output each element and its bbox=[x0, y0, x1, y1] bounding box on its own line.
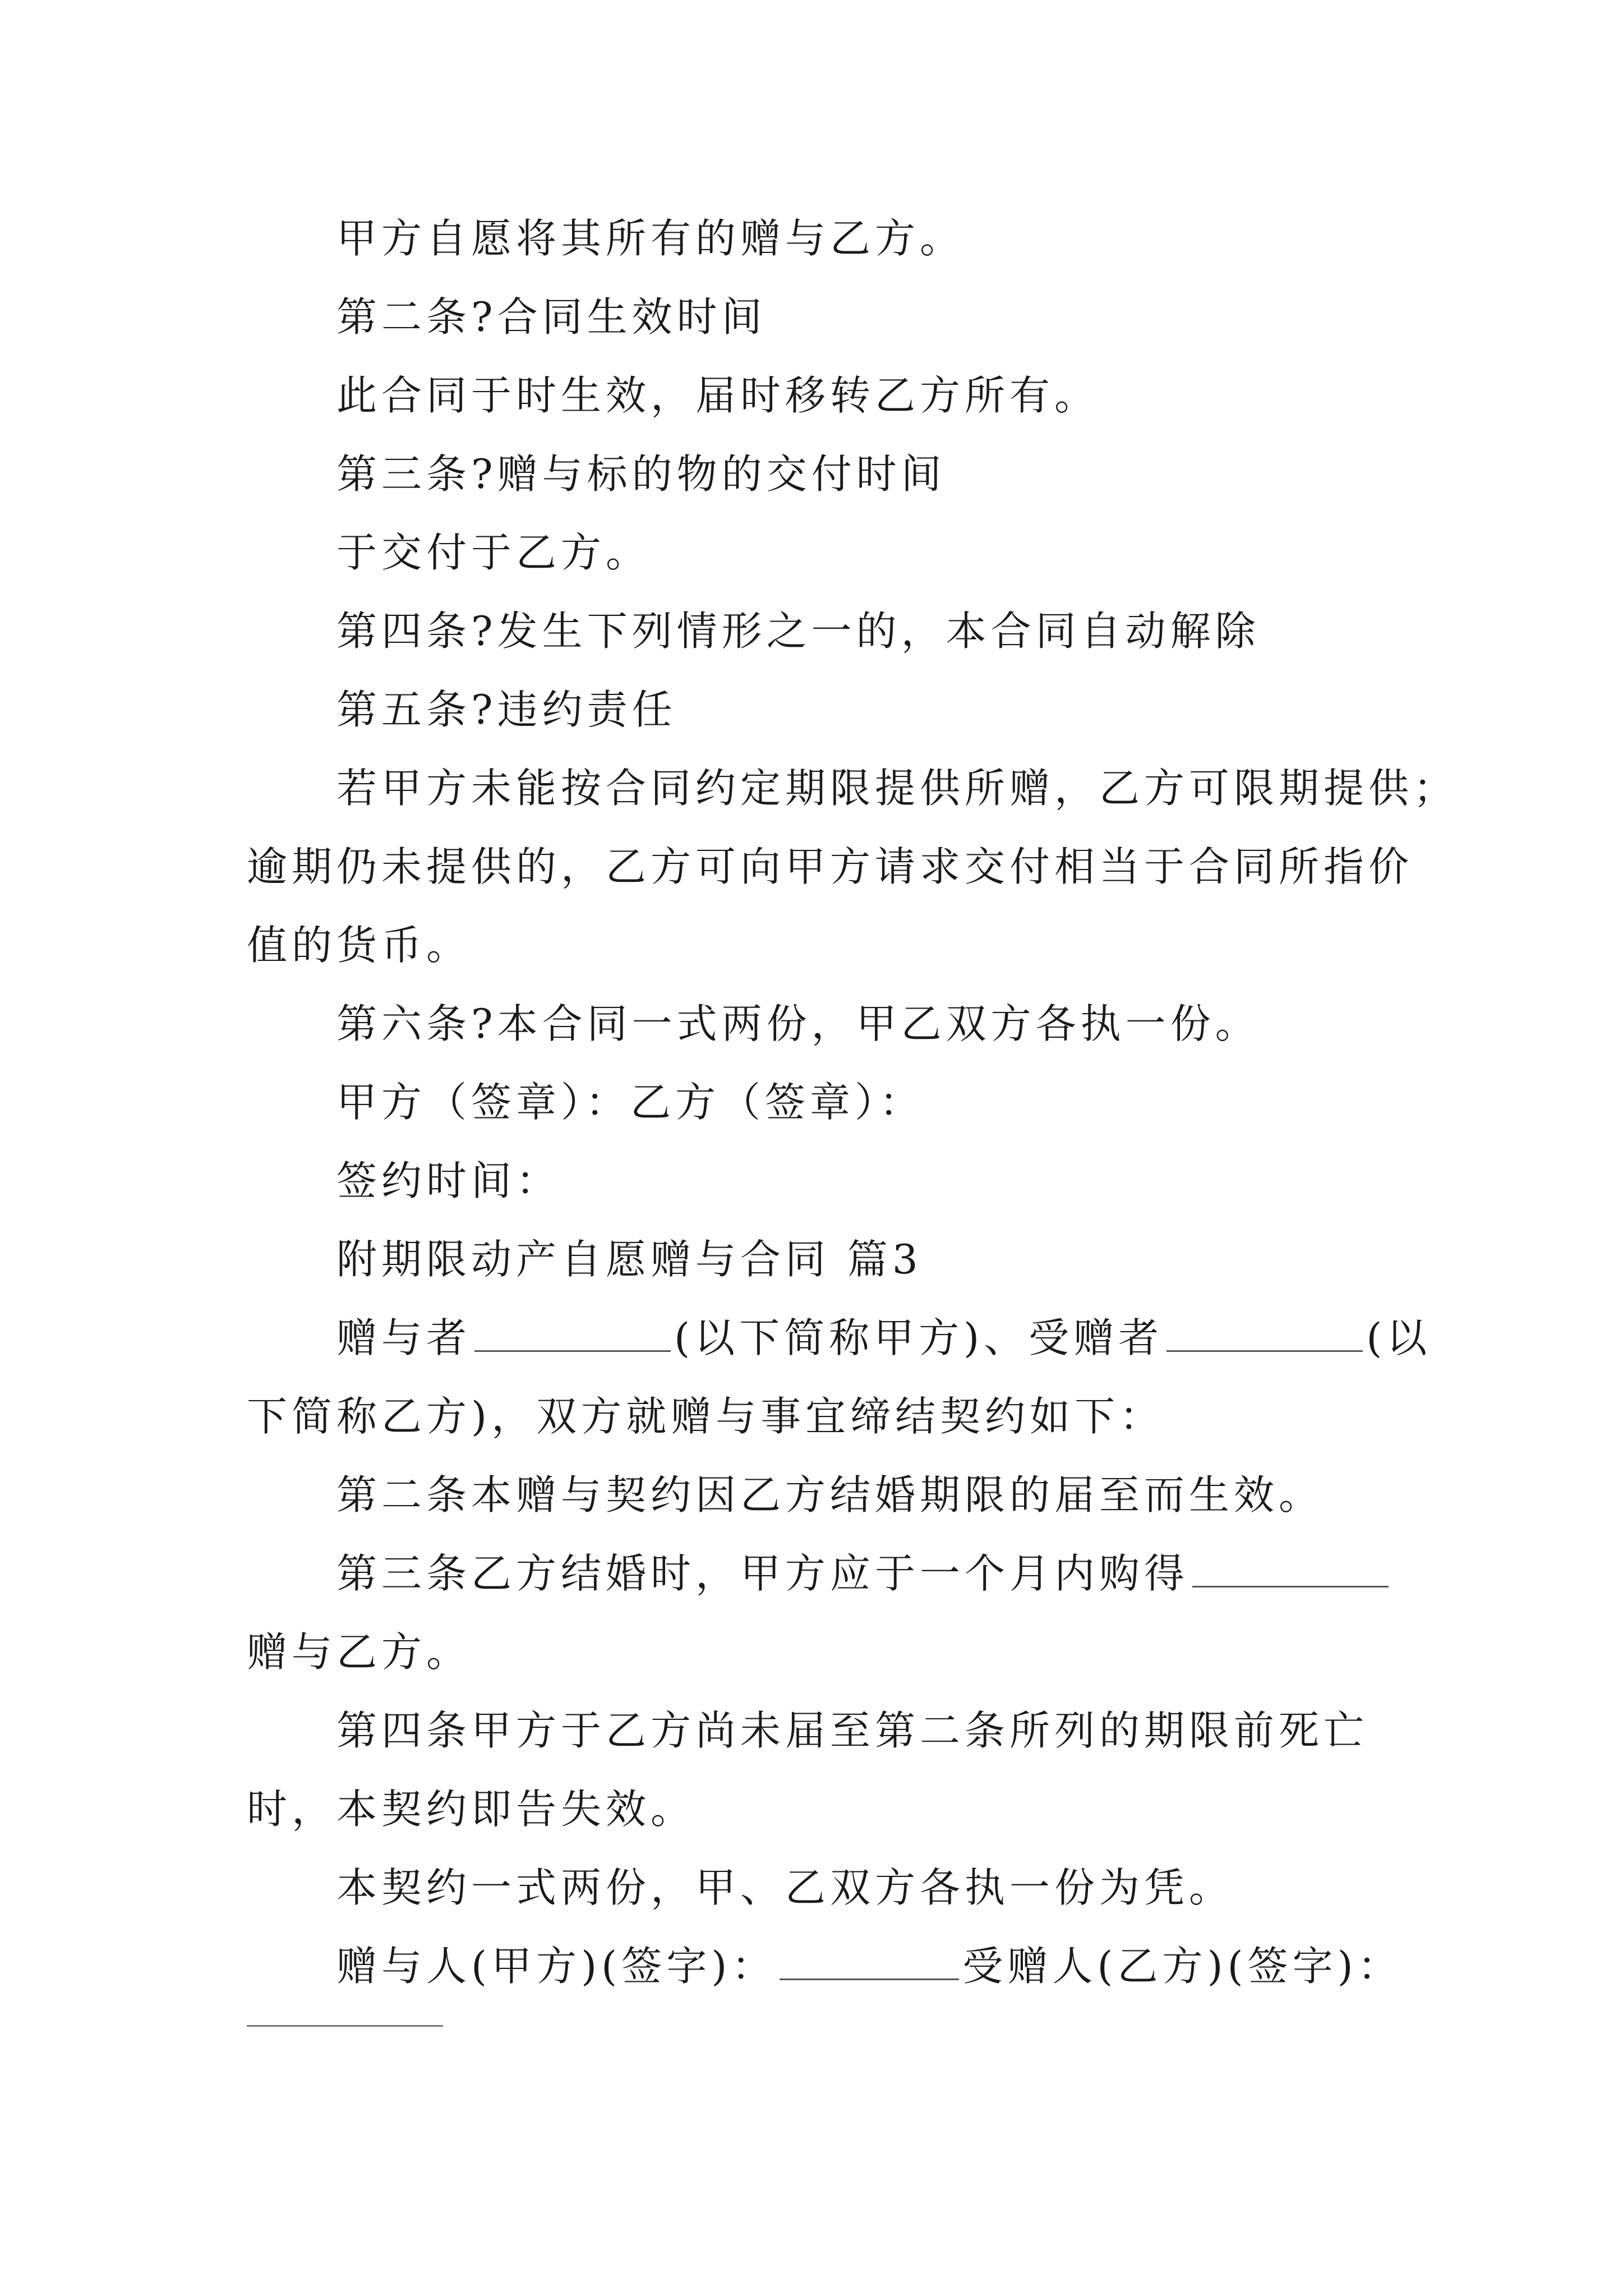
recipient-name-blank[interactable] bbox=[1166, 1317, 1363, 1352]
article-3-clause bbox=[336, 1545, 1392, 1602]
heading-article-6-copies: 第六条?本合同一式两份，甲乙双方各执一份。 bbox=[336, 1000, 1260, 1047]
recipient-signature-blank[interactable] bbox=[247, 2025, 443, 2027]
paragraph-liability-line-1: 若甲方未能按合同约定期限提供所赠，乙方可限期提供； bbox=[336, 765, 1459, 812]
paragraph-gift-statement: 甲方自愿将其所有的赠与乙方。 bbox=[336, 215, 965, 262]
signature-line bbox=[336, 1938, 1403, 1994]
donor-signature-blank[interactable] bbox=[780, 1945, 959, 1980]
paragraph-liability-line-3: 值的货币。 bbox=[247, 922, 472, 969]
donor-line-tail: (以 bbox=[1366, 1314, 1432, 1361]
signing-date-label: 签约时间： bbox=[336, 1157, 561, 1204]
recipient-signature-label: 受赠人(乙方)(签字)： bbox=[962, 1943, 1403, 1990]
article-4-clause: 第四条甲方于乙方尚未届至第二条所列的期限前死亡 bbox=[336, 1707, 1369, 1754]
paragraph-liability-line-2: 逾期仍未提供的，乙方可向甲方请求交付相当于合同所指价 bbox=[247, 843, 1414, 890]
copies-clause: 本契约一式两份，甲、乙双方各执一份为凭。 bbox=[336, 1864, 1234, 1911]
paragraph-delivery-clause: 于交付于乙方。 bbox=[336, 529, 651, 576]
donor-name-blank[interactable] bbox=[474, 1317, 671, 1352]
article-3-continuation: 赠与乙方。 bbox=[247, 1628, 472, 1676]
gift-item-blank[interactable] bbox=[1192, 1552, 1389, 1588]
signature-party-labels: 甲方（签章）：乙方（签章）： bbox=[336, 1079, 925, 1126]
agreement-preamble: 下简称乙方)，双方就赠与事宜缔结契约如下： bbox=[247, 1393, 1165, 1440]
donor-signature-label: 赠与人(甲方)(签字)： bbox=[336, 1943, 777, 1990]
heading-article-3-delivery-time: 第三条?赠与标的物的交付时间 bbox=[336, 450, 946, 498]
donor-label: 赠与者 bbox=[336, 1314, 472, 1361]
paragraph-effective-clause: 此合同于时生效，届时移转乙方所有。 bbox=[336, 372, 1100, 419]
recipient-label: (以下简称甲方)、受赠者 bbox=[674, 1314, 1164, 1361]
article-3-text: 第三条乙方结婚时，甲方应于一个月内购得 bbox=[336, 1550, 1189, 1597]
article-4-continuation: 时，本契约即告失效。 bbox=[247, 1786, 696, 1833]
article-2-clause: 第二条本赠与契约因乙方结婚期限的届至而生效。 bbox=[336, 1471, 1324, 1519]
heading-article-4-termination: 第四条?发生下列情形之一的，本合同自动解除 bbox=[336, 608, 1260, 655]
section-title-contract-3: 附期限动产自愿赠与合同 篇3 bbox=[336, 1236, 923, 1283]
heading-article-2-effective-time: 第二条?合同生效时间 bbox=[336, 293, 767, 341]
donor-recipient-line bbox=[336, 1310, 1431, 1366]
heading-article-5-liability: 第五条?违约责任 bbox=[336, 686, 677, 733]
